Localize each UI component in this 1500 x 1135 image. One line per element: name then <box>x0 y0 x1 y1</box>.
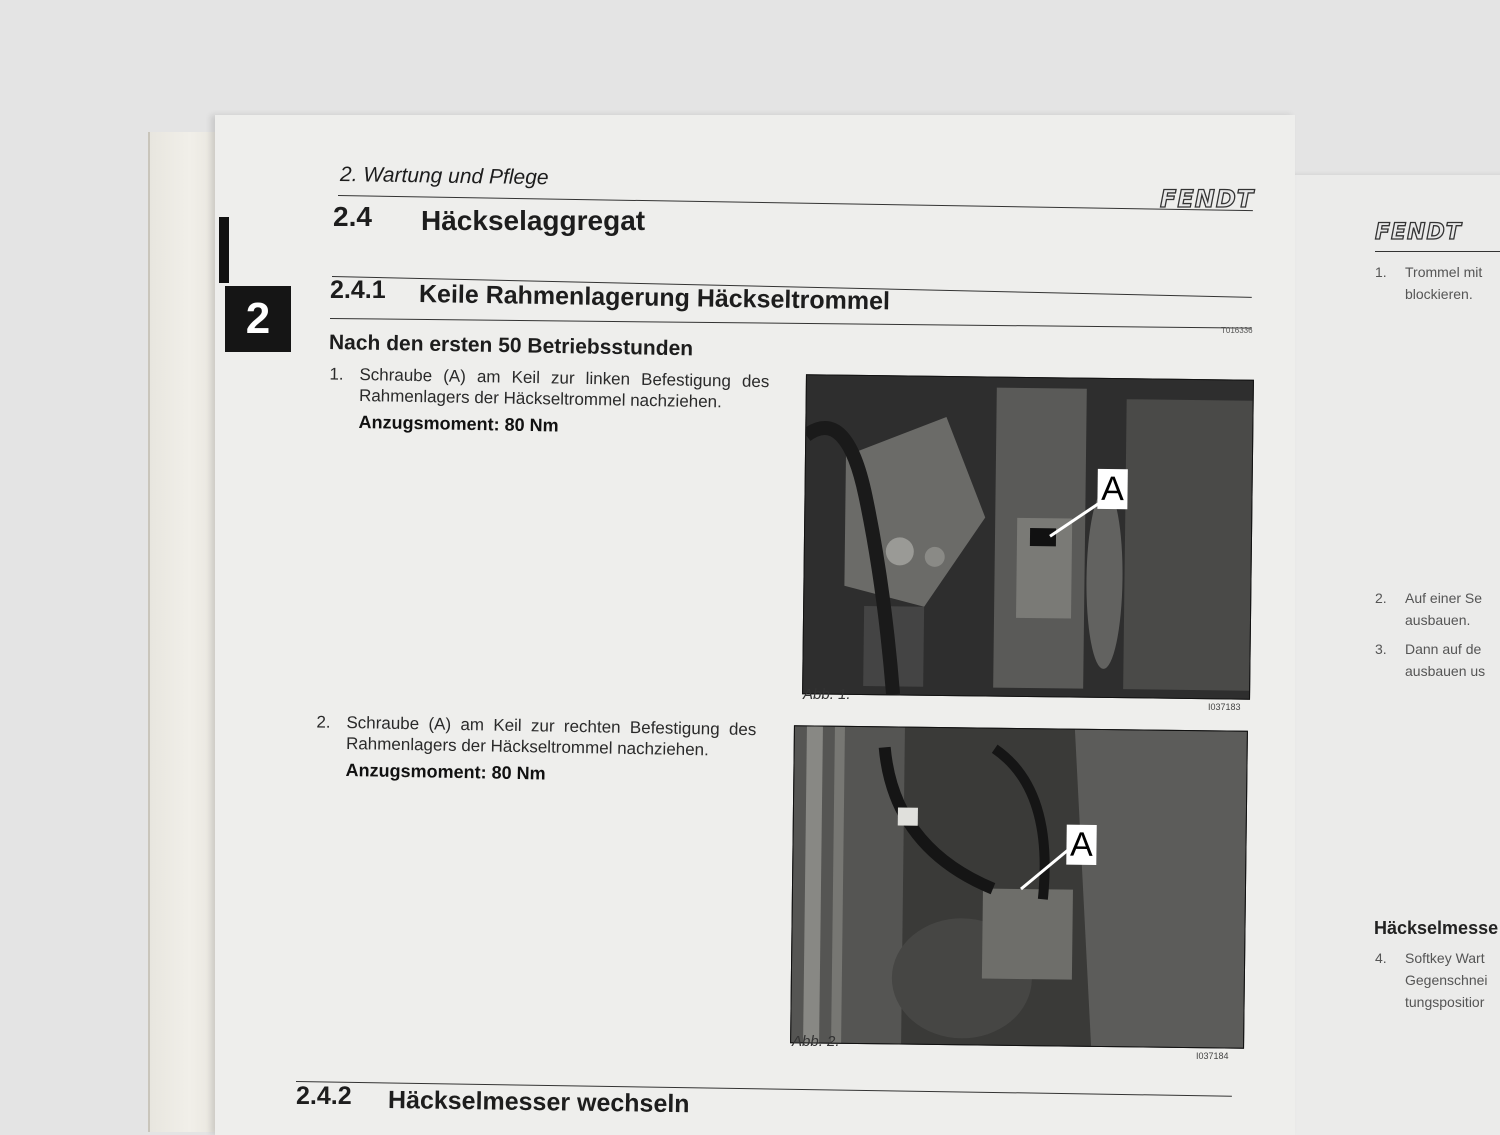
figure-1-label: A <box>1097 469 1127 509</box>
right-item-3 <box>1375 638 1486 679</box>
right-item-line: blockieren. <box>1405 286 1473 302</box>
torque-value: Anzugsmoment: 80 Nm <box>358 411 559 436</box>
right-item-2 <box>1375 587 1483 628</box>
figure-2-caption: Abb. 2. <box>792 1033 840 1050</box>
right-item-line: Gegenschnei <box>1405 972 1488 988</box>
figure-2-id: I037184 <box>1196 1051 1229 1061</box>
right-item-line: ausbauen us <box>1405 663 1486 679</box>
right-item-number: 2. <box>1375 590 1387 606</box>
chapter-tab-number: 2 <box>225 286 291 352</box>
right-item-number: 3. <box>1375 641 1387 657</box>
right-item-4 <box>1375 947 1488 1010</box>
right-item-number: 1. <box>1375 264 1387 280</box>
right-item-line: tungspositior <box>1405 994 1485 1010</box>
right-heading: Häckselmesse <box>1374 918 1499 938</box>
step-number: 2. <box>316 712 331 732</box>
section-title: Häckselaggregat <box>421 205 646 236</box>
section-header: 2. Wartung und Pflege <box>339 163 549 190</box>
figure-2-label: A <box>1066 825 1096 865</box>
next-subsection-title: Häckselmesser wechseln <box>387 1086 690 1119</box>
right-page <box>1290 175 1500 1135</box>
doc-code: T016336 <box>1221 326 1253 335</box>
next-subsection-number: 2.4.2 <box>296 1082 352 1110</box>
subsection-number: 2.4.1 <box>330 276 386 304</box>
chapter-tab-bar <box>219 217 229 283</box>
right-item-line: Auf einer Se <box>1405 590 1483 606</box>
figure-1-caption: Abb. 1. <box>803 686 851 703</box>
right-item-line: Dann auf de <box>1405 641 1482 657</box>
right-item-1 <box>1375 261 1483 302</box>
step-2 <box>316 712 757 788</box>
figure-2-photo <box>790 725 1248 1049</box>
step-number: 1. <box>329 364 344 384</box>
machinery-photo-2 <box>791 726 1247 1047</box>
torque-value: Anzugsmoment: 80 Nm <box>345 759 546 784</box>
step-text: Schraube (A) am Keil zur rechten Befestigung des Rahmenlagers der Häckseltrommel nachziehen. <box>345 713 757 760</box>
figure-1-id: I037183 <box>1208 702 1241 712</box>
right-header-rule <box>1375 251 1500 252</box>
right-item-line: Softkey Wart <box>1405 950 1485 966</box>
right-item-line: Trommel mit <box>1405 264 1483 280</box>
step-1 <box>329 364 770 440</box>
right-item-number: 4. <box>1375 950 1387 966</box>
figure-1-photo <box>802 374 1254 699</box>
fendt-logo: FENDT <box>1160 185 1255 213</box>
subsection-title: Keile Rahmenlagerung Häckseltrommel <box>418 280 891 316</box>
interval-heading: Nach den ersten 50 Betriebsstunden <box>328 331 694 361</box>
right-item-line: ausbauen. <box>1405 612 1471 628</box>
fendt-logo-right: FENDT <box>1375 220 1462 245</box>
step-text: Schraube (A) am Keil zur linken Befestigung des Rahmenlagers der Häckseltrommel nachziehen. <box>358 365 770 412</box>
machinery-photo-1 <box>803 375 1253 698</box>
section-number: 2.4 <box>333 201 372 232</box>
